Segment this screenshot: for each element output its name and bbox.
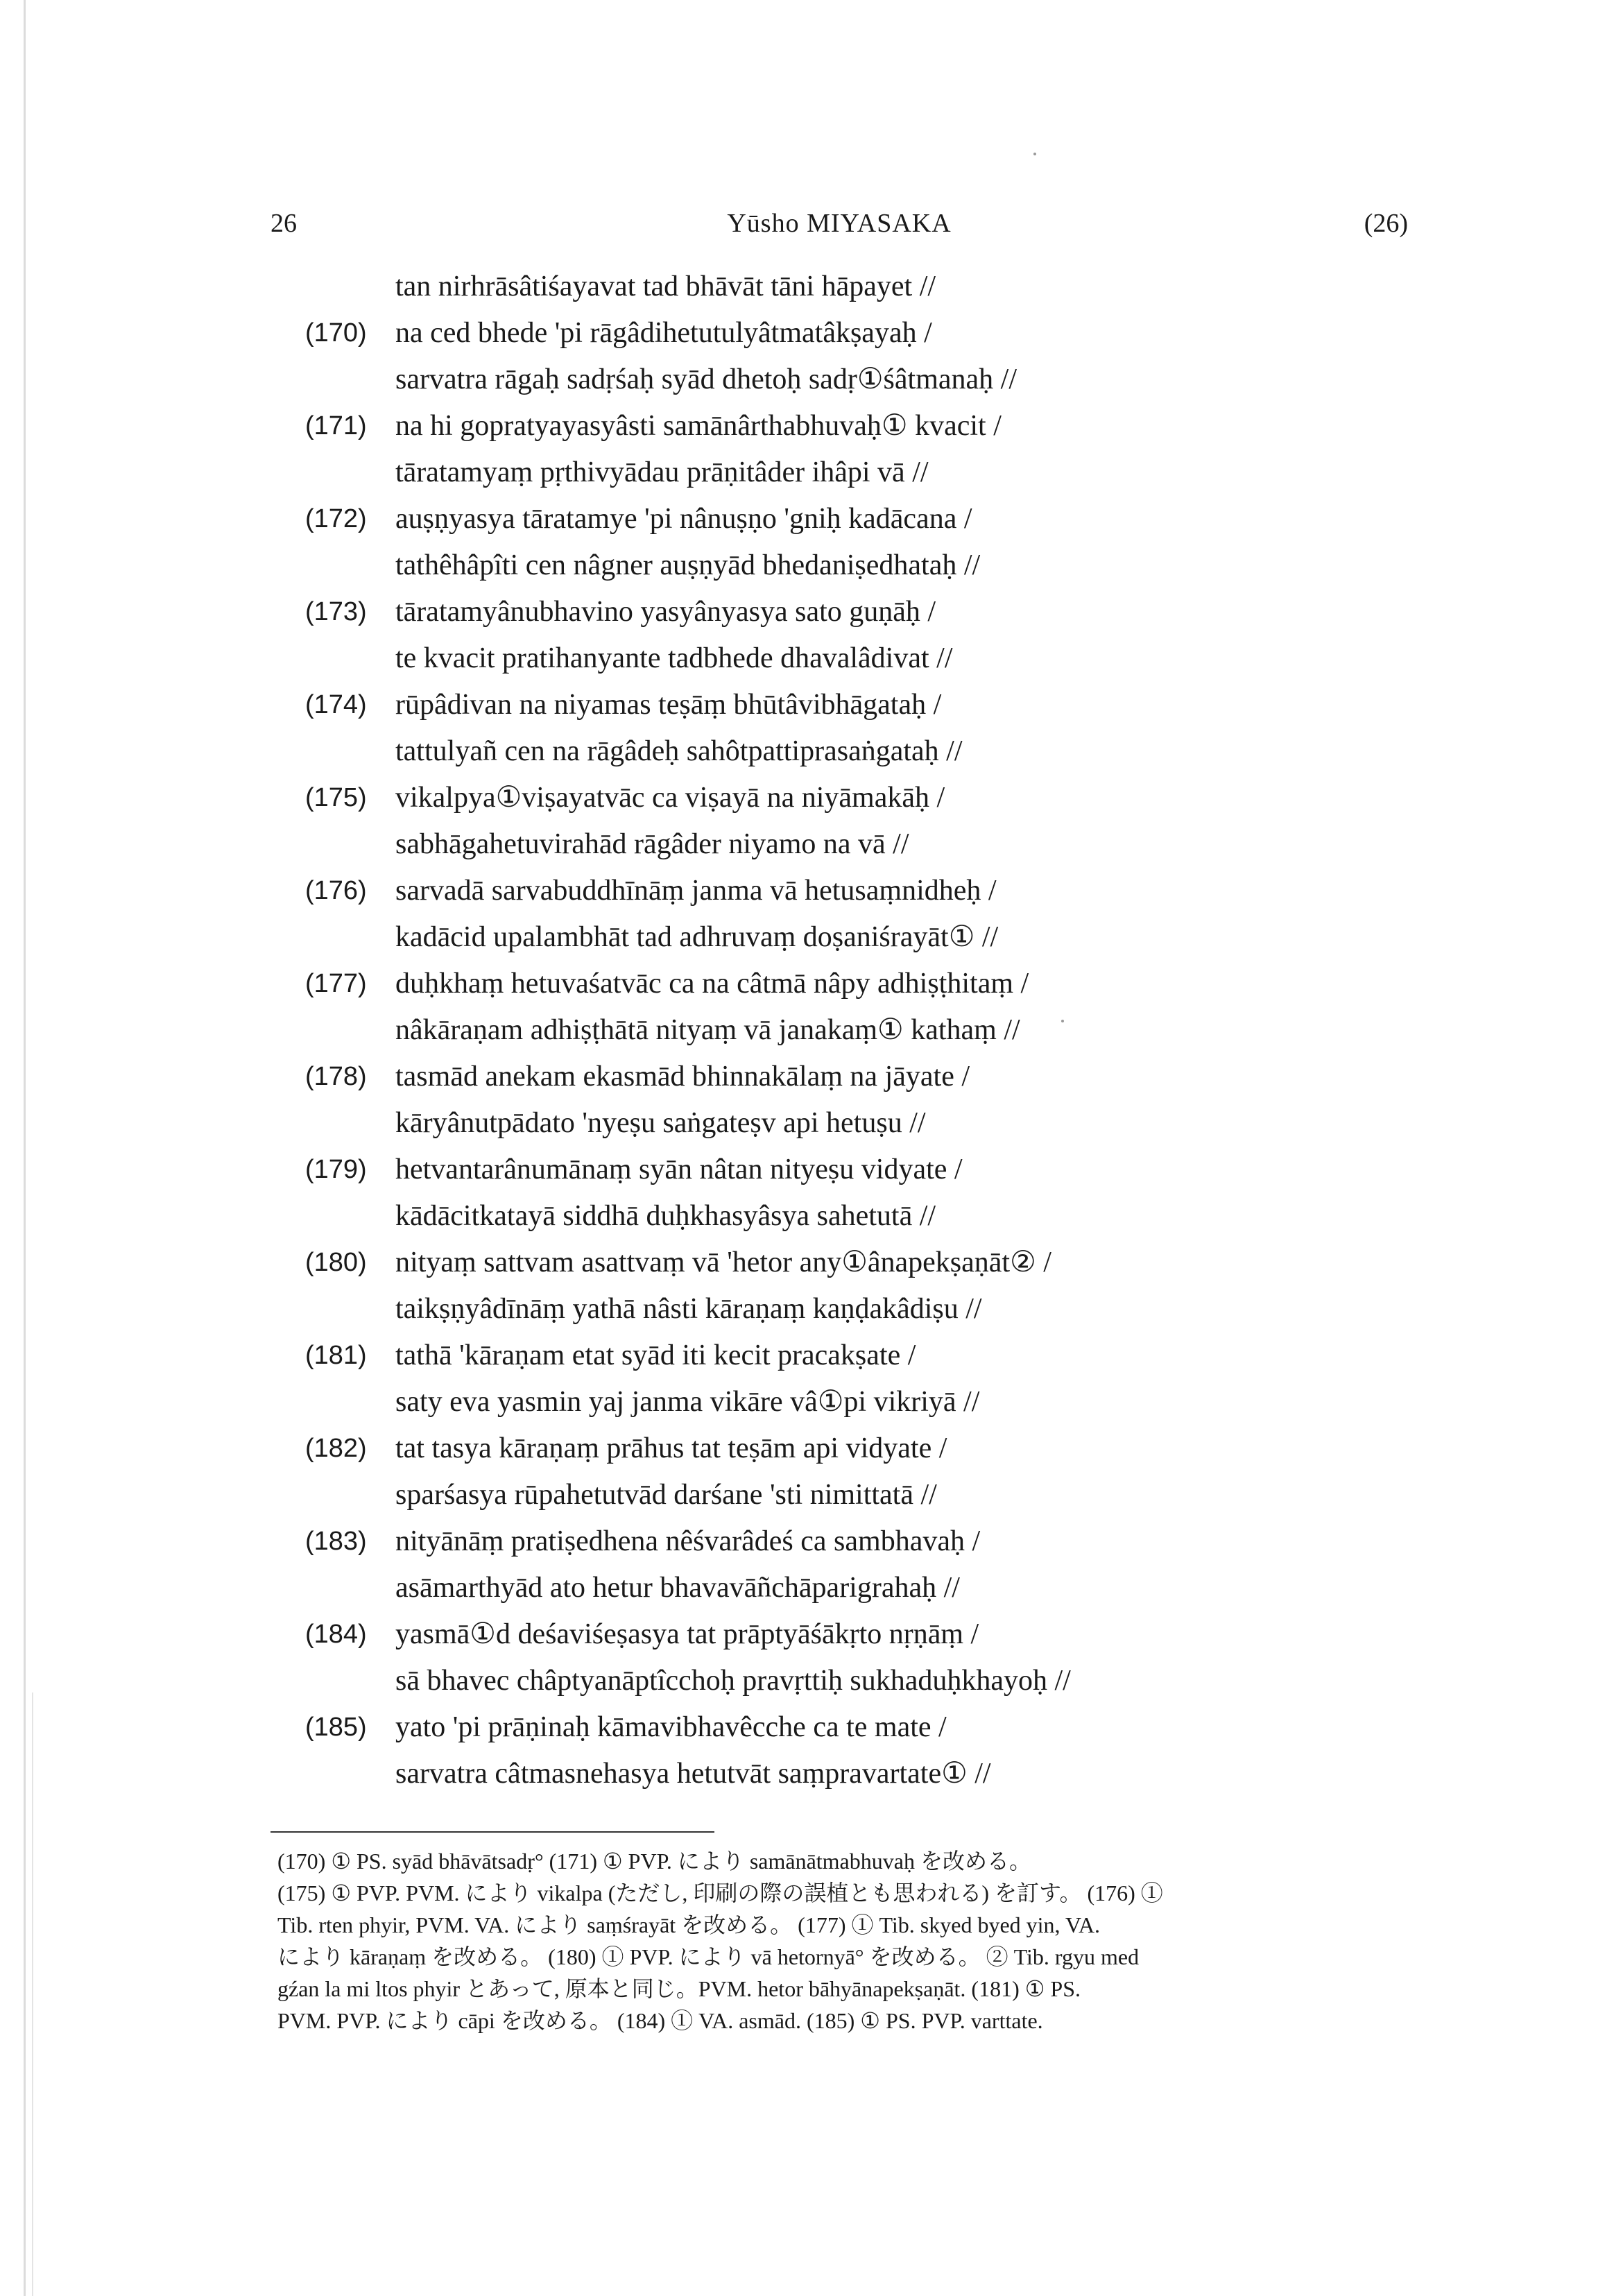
verse-number: (172): [305, 504, 367, 533]
page-number: 26: [270, 209, 297, 238]
verse-block: [305, 264, 1484, 1797]
verse-line: [305, 1751, 1484, 1797]
verse-line: [305, 403, 1484, 449]
verse-number: (171): [305, 411, 367, 440]
verse-line: [305, 1425, 1484, 1472]
verse-number: (181): [305, 1341, 367, 1370]
verse-text: tattulyañ cen na rāgâdeḥ sahôtpattiprasaṅgataḥ //: [395, 735, 963, 767]
verse-text: vikalpya①viṣayatvāc ca viṣayā na niyāmakāḥ /: [395, 782, 945, 814]
verse-text: nityaṃ sattvam asattvaṃ vā 'hetor any①ânapekṣaṇāt② /: [395, 1246, 1051, 1278]
verse-line: [305, 821, 1484, 868]
verse-text: nityānāṃ pratiṣedhena nêśvarâdeś ca sambhavaḥ /: [395, 1525, 981, 1557]
scan-speck: [1033, 153, 1036, 155]
verse-line: [305, 1472, 1484, 1518]
verse-text: sarvatra câtmasnehasya hetutvāt saṃpravartate① //: [395, 1758, 991, 1790]
verse-line: [305, 961, 1484, 1007]
verse-number: (173): [305, 597, 367, 626]
verse-number: (183): [305, 1527, 367, 1556]
verse-line: [305, 542, 1484, 589]
scan-speck: [1061, 1020, 1064, 1022]
verse-number: (184): [305, 1620, 367, 1649]
footnote-line: gźan la mi ltos phyir とあって, 原本と同じ。PVM. hetor bāhyānapekṣaṇāt. (181) ① PS.: [277, 1976, 1081, 2001]
verse-line: [305, 1147, 1484, 1193]
verse-line: [305, 728, 1484, 775]
verse-text: tan nirhrāsâtiśayavat tad bhāvāt tāni hāpayet //: [395, 271, 936, 302]
footnotes: [277, 1845, 1470, 2037]
verse-number: (179): [305, 1155, 367, 1184]
verse-line: [305, 1240, 1484, 1286]
verse-text: duḥkhaṃ hetuvaśatvāc ca na câtmā nâpy adhiṣṭhitaṃ /: [395, 968, 1029, 1000]
verse-line: [305, 1565, 1484, 1611]
verse-line: [305, 868, 1484, 914]
footnote-line: PVM. PVP. により cāpi を改める。 (184) ① VA. asmād. (185) ① PS. PVP. varttate.: [277, 2008, 1043, 2033]
verse-text: yato 'pi prāṇinaḥ kāmavibhavêcche ca te mate /: [395, 1711, 947, 1743]
footnote-line: (175) ① PVP. PVM. により vikalpa (ただし, 印刷の際の誤植とも思われる) を訂す。 (176) ①: [277, 1881, 1163, 1905]
verse-line: [305, 357, 1484, 403]
verse-line: [305, 1704, 1484, 1751]
verse-number: (182): [305, 1434, 367, 1463]
footnote-rule: [270, 1831, 714, 1833]
verse-number: (178): [305, 1062, 367, 1091]
verse-text: sarvatra rāgaḥ sadṛśaḥ syād dhetoḥ sadṛ①śâtmanaḥ //: [395, 363, 1017, 395]
verse-number: (176): [305, 876, 367, 905]
verse-line: [305, 310, 1484, 357]
verse-text: tāratamyânubhavino yasyânyasya sato guṇāḥ /: [395, 596, 936, 628]
verse-text: asāmarthyād ato hetur bhavavāñchāparigrahaḥ //: [395, 1572, 960, 1604]
verse-text: te kvacit pratihanyante tadbhede dhavalâdivat //: [395, 642, 953, 674]
verse-line: [305, 1518, 1484, 1565]
footnote-line: により kāraṇaṃ を改める。 (180) ① PVP. により vā hetornyā° を改める。 ② Tib. rgyu med: [277, 1944, 1140, 1969]
verse-text: na ced bhede 'pi rāgâdihetutulyâtmatâkṣayaḥ /: [395, 317, 932, 349]
verse-line: [305, 635, 1484, 682]
footnote-line: (170) ① PS. syād bhāvātsadṛ° (171) ① PVP. により samānātmabhuvaḥ を改める。: [277, 1849, 1031, 1874]
verse-text: saty eva yasmin yaj janma vikāre vâ①pi vikriyā //: [395, 1386, 980, 1418]
verse-line: [305, 1379, 1484, 1425]
binding-edge-secondary: [32, 1693, 33, 2296]
verse-text: tathā 'kāraṇam etat syād iti kecit pracakṣate /: [395, 1339, 916, 1371]
verse-text: na hi gopratyayasyâsti samānârthabhuvaḥ① kvacit /: [395, 410, 1002, 442]
verse-line: [305, 496, 1484, 542]
verse-text: taikṣṇyâdīnāṃ yathā nâsti kāraṇaṃ kaṇḍakâdiṣu //: [395, 1293, 982, 1325]
verse-text: sabhāgahetuvirahād rāgâder niyamo na vā //: [395, 828, 909, 860]
verse-text: tathêhâpîti cen nâgner auṣṇyād bhedaniṣedhataḥ //: [395, 549, 981, 581]
verse-line: [305, 1611, 1484, 1658]
verse-number: (185): [305, 1713, 367, 1742]
binding-edge: [24, 0, 26, 2296]
verse-line: [305, 1193, 1484, 1240]
verse-number: (180): [305, 1248, 367, 1277]
verse-line: [305, 775, 1484, 821]
verse-line: [305, 1658, 1484, 1704]
author-name: Yūsho MIYASAKA: [727, 209, 952, 238]
verse-line: [305, 449, 1484, 496]
verse-line: [305, 1007, 1484, 1054]
verse-text: hetvantarânumānaṃ syān nâtan nityeṣu vidyate /: [395, 1154, 963, 1185]
verse-number: (177): [305, 969, 367, 998]
verse-text: rūpâdivan na niyamas teṣāṃ bhūtâvibhāgataḥ /: [395, 689, 942, 721]
verse-line: [305, 589, 1484, 635]
verse-text: sā bhavec châptyanāptîcchoḥ pravṛttiḥ sukhaduḥkhayoḥ //: [395, 1665, 1071, 1697]
footnote-line: Tib. rten phyir, PVM. VA. により saṃśrayāt を改める。 (177) ① Tib. skyed byed yin, VA.: [277, 1912, 1101, 1937]
verse-number: (175): [305, 783, 367, 812]
verse-line: [305, 1100, 1484, 1147]
verse-number: (174): [305, 690, 367, 719]
verse-line: [305, 264, 1484, 310]
page-header: [270, 208, 1408, 250]
verse-text: kadācid upalambhāt tad adhruvaṃ doṣaniśrayāt① //: [395, 921, 999, 953]
verse-line: [305, 914, 1484, 961]
verse-number: (170): [305, 318, 367, 348]
verse-text: tasmād anekam ekasmād bhinnakālaṃ na jāyate /: [395, 1061, 970, 1093]
verse-text: sarvadā sarvabuddhīnāṃ janma vā hetusaṃnidheḥ /: [395, 875, 997, 907]
verse-text: tat tasya kāraṇaṃ prāhus tat teṣām api vidyate /: [395, 1432, 947, 1464]
running-number: (26): [1364, 209, 1408, 238]
verse-text: kāryânutpādato 'nyeṣu saṅgateṣv api hetuṣu //: [395, 1107, 926, 1139]
verse-text: nâkāraṇam adhiṣṭhātā nityaṃ vā janakaṃ① kathaṃ //: [395, 1014, 1020, 1046]
verse-text: kādācitkatayā siddhā duḥkhasyâsya sahetutā //: [395, 1200, 936, 1232]
verse-line: [305, 682, 1484, 728]
verse-text: auṣṇyasya tāratamye 'pi nânuṣṇo 'gniḥ kadācana /: [395, 503, 972, 535]
verse-line: [305, 1286, 1484, 1333]
verse-text: yasmā①d deśaviśeṣasya tat prāptyāśākṛto nṛṇāṃ /: [395, 1618, 979, 1650]
verse-text: tāratamyaṃ pṛthivyādau prāṇitâder ihâpi vā //: [395, 456, 929, 488]
verse-line: [305, 1054, 1484, 1100]
verse-line: [305, 1333, 1484, 1379]
verse-text: sparśasya rūpahetutvād darśane 'sti nimittatā //: [395, 1479, 937, 1511]
